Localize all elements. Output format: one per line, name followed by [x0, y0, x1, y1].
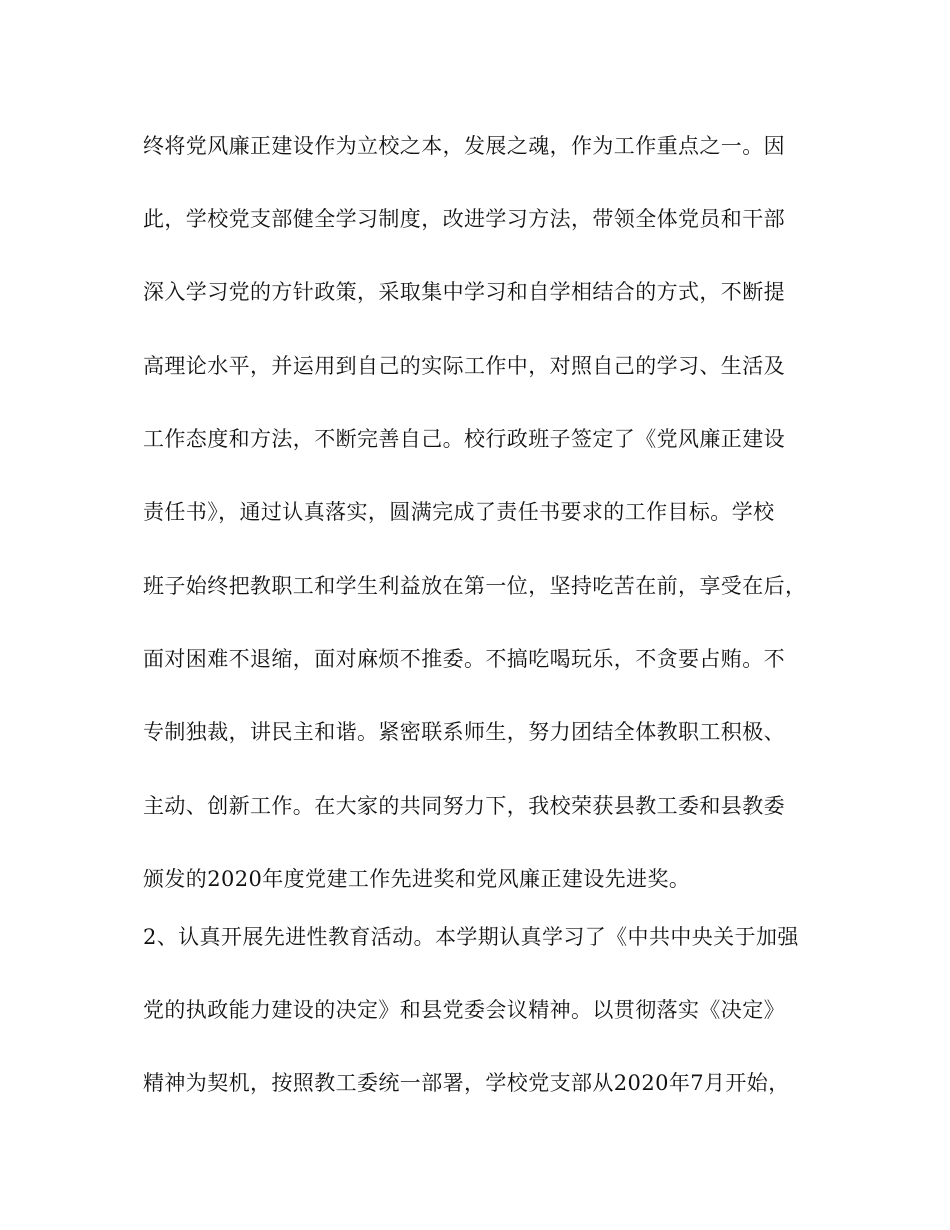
text-line: 终将党风廉正建设作为立校之本，发展之魂，作为工作重点之一。因 [143, 134, 785, 158]
text-line: 2、认真开展先进性教育活动。本学期认真学习了《中共中央关于加强 [143, 925, 799, 949]
text-line: 高理论水平，并运用到自己的实际工作中，对照自己的学习、生活及 [143, 354, 785, 378]
text-line: 此，学校党支部健全学习制度，改进学习方法，带领全体党员和干部 [143, 207, 785, 231]
text-line: 专制独裁，讲民主和谐。紧密联系师生，努力团结全体教职工积极、 [143, 720, 785, 744]
text-line: 面对困难不退缩，面对麻烦不推委。不搞吃喝玩乐，不贪要占贿。不 [143, 647, 785, 671]
text-line: 责任书》，通过认真落实，圆满完成了责任书要求的工作目标。学校 [143, 500, 775, 524]
text-line: 班子始终把教职工和学生利益放在第一位，坚持吃苦在前，享受在后， [143, 574, 807, 598]
text-line: 主动、创新工作。在大家的共同努力下，我校荣获县教工委和县教委 [143, 794, 785, 818]
text-line: 深入学习党的方针政策，采取集中学习和自学相结合的方式，不断提 [143, 280, 785, 304]
text-line: 工作态度和方法，不断完善自己。校行政班子签定了《党风廉正建设 [143, 427, 785, 451]
text-line: 颁发的2020年度党建工作先进奖和党风廉正建设先进奖。 [143, 867, 691, 891]
text-line: 党的执政能力建设的决定》和县党委会议精神。以贯彻落实《决定》 [143, 998, 785, 1022]
text-line: 精神为契机，按照教工委统一部署，学校党支部从2020年7月开始， [143, 1071, 790, 1095]
